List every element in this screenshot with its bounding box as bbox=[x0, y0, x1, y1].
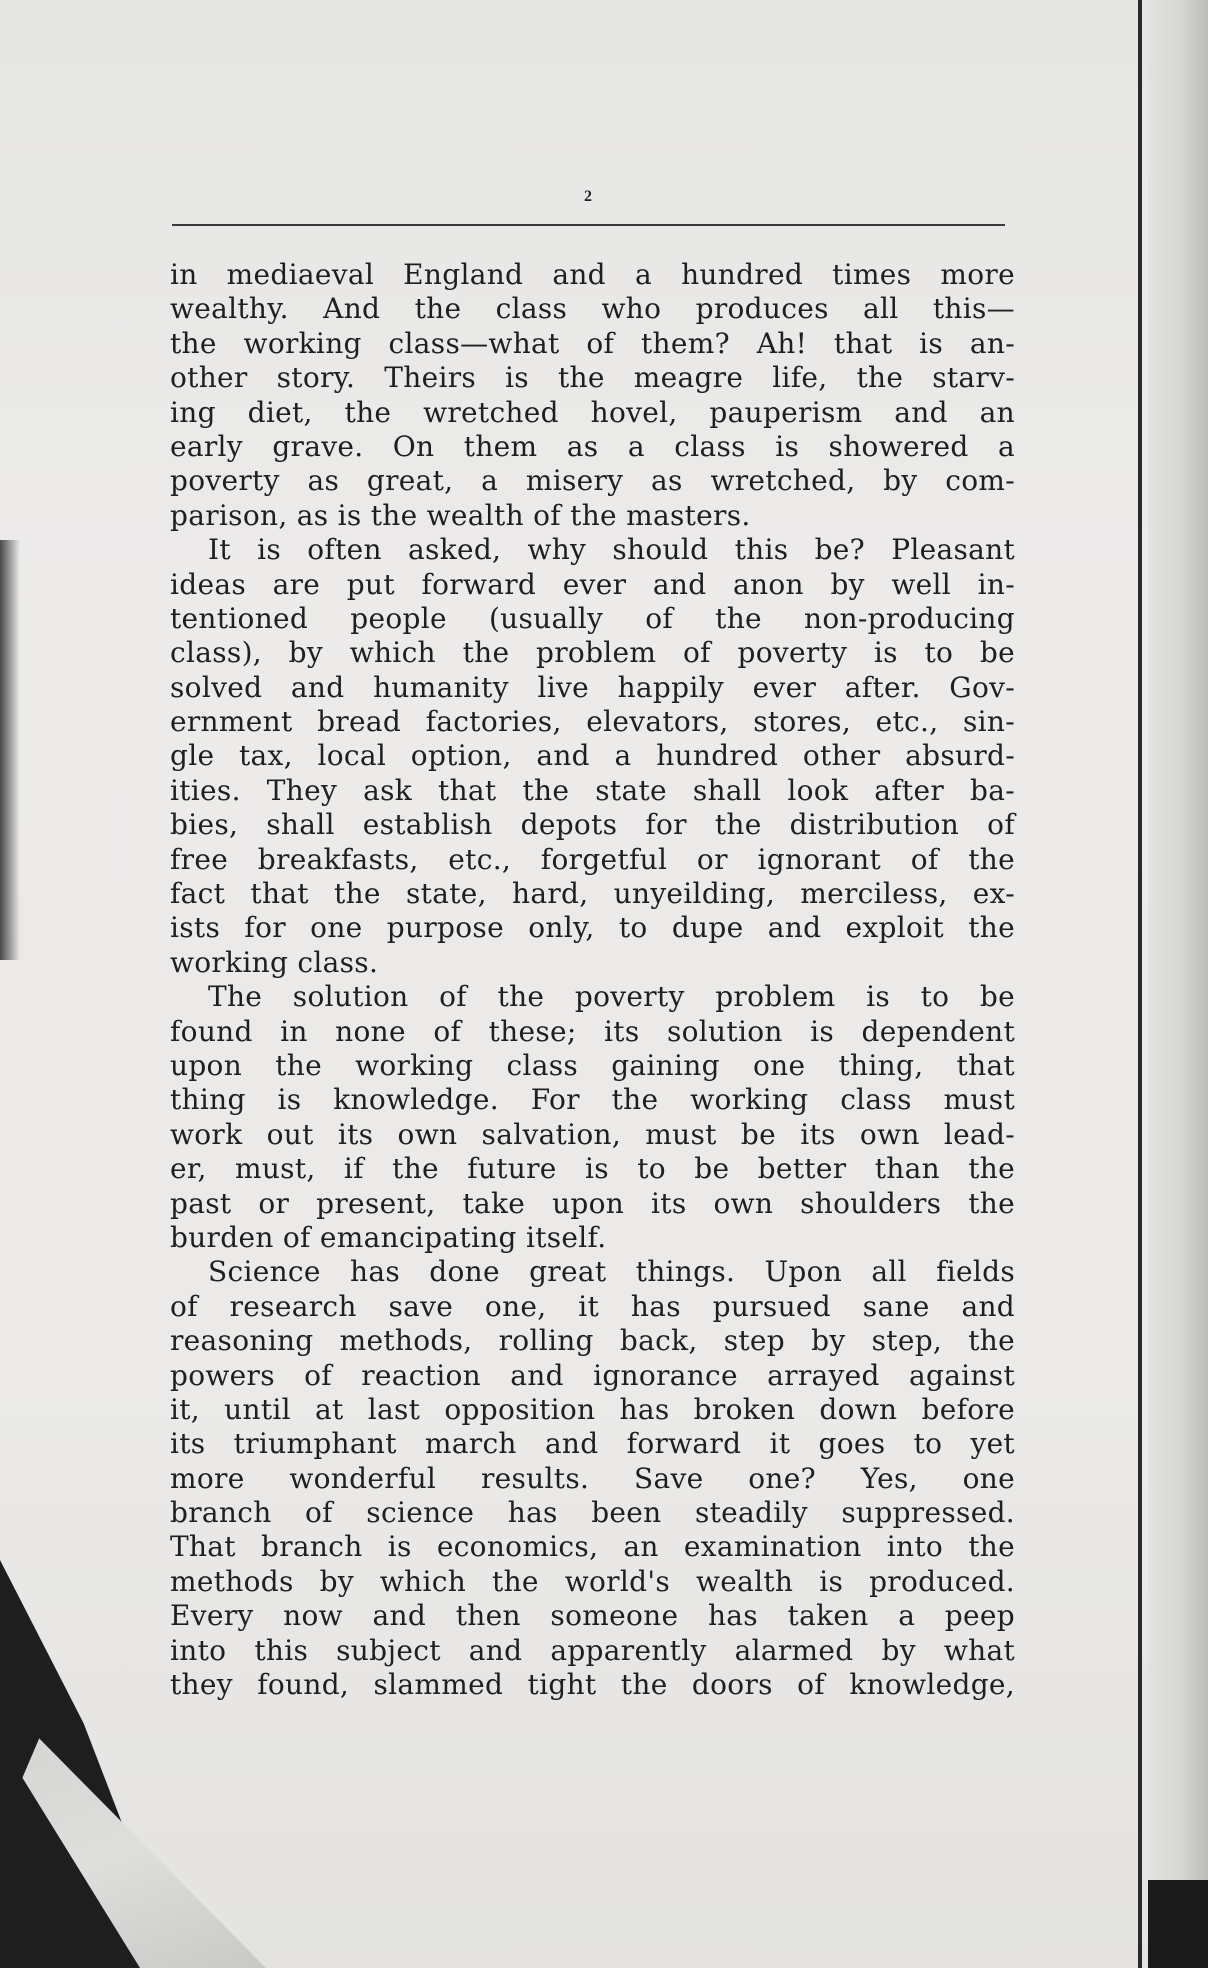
text-line: into this subject and apparently alarmed by what bbox=[170, 1633, 1015, 1667]
left-shadow bbox=[0, 540, 20, 960]
text-line: reasoning methods, rolling back, step by step, the bbox=[170, 1324, 1015, 1358]
text-line: That branch is economics, an examination into the bbox=[170, 1530, 1015, 1564]
text-line: ists for one purpose only, to dupe and exploit the bbox=[170, 911, 1015, 945]
text-line: ernment bread factories, elevators, stores, etc., sin- bbox=[170, 705, 1015, 739]
text-line: powers of reaction and ignorance arrayed against bbox=[170, 1358, 1015, 1392]
text-line: er, must, if the future is to be better than the bbox=[170, 1152, 1015, 1186]
text-line: class), by which the problem of poverty is to be bbox=[170, 636, 1015, 670]
text-line: the working class—what of them? Ah! that is an- bbox=[170, 326, 1015, 360]
text-line: burden of emancipating itself. bbox=[170, 1220, 607, 1254]
text-line: wealthy. And the class who produces all this— bbox=[170, 292, 1015, 326]
text-line: bies, shall establish depots for the distribution of bbox=[170, 808, 1015, 842]
text-line: they found, slammed tight the doors of knowledge, bbox=[170, 1668, 1015, 1702]
text-line: branch of science has been steadily suppressed. bbox=[170, 1496, 1015, 1530]
text-line: upon the working class gaining one thing, that bbox=[170, 1048, 1015, 1082]
text-line: found in none of these; its solution is dependent bbox=[170, 1014, 1015, 1048]
text-line: poverty as great, a misery as wretched, by com- bbox=[170, 464, 1015, 498]
text-line: in mediaeval England and a hundred times more bbox=[170, 258, 1015, 291]
text-line: methods by which the world's wealth is produced. bbox=[170, 1564, 1015, 1598]
text-line: early grave. On them as a class is showered a bbox=[170, 429, 1015, 463]
page-number: 2 bbox=[584, 188, 592, 205]
text-line: The solution of the poverty problem is to be bbox=[208, 980, 1015, 1014]
text-line: It is often asked, why should this be? Pleasant bbox=[208, 533, 1015, 567]
text-line: parison, as is the wealth of the masters. bbox=[170, 498, 751, 532]
text-line: ities. They ask that the state shall look after ba- bbox=[170, 773, 1015, 807]
text-line: past or present, take upon its own shoulders the bbox=[170, 1186, 1015, 1220]
header-rule bbox=[172, 224, 1005, 226]
text-line: tentioned people (usually of the non-producing bbox=[170, 601, 1015, 635]
text-line: working class. bbox=[170, 945, 379, 979]
text-line: Every now and then someone has taken a peep bbox=[170, 1599, 1015, 1633]
text-line: ing diet, the wretched hovel, pauperism and an bbox=[170, 395, 1015, 429]
bottom-shadow bbox=[1148, 1880, 1208, 1968]
text-line: other story. Theirs is the meagre life, the starv- bbox=[170, 361, 1015, 395]
text-line: solved and humanity live happily ever after. Gov- bbox=[170, 670, 1015, 704]
text-line: fact that the state, hard, unyeilding, merciless, ex- bbox=[170, 877, 1015, 911]
text-line: free breakfasts, etc., forgetful or ignorant of the bbox=[170, 842, 1015, 876]
text-line: its triumphant march and forward it goes to yet bbox=[170, 1427, 1015, 1461]
text-line: thing is knowledge. For the working class must bbox=[170, 1083, 1015, 1117]
text-line: ideas are put forward ever and anon by well in- bbox=[170, 567, 1015, 601]
text-line: work out its own salvation, must be its own lead- bbox=[170, 1117, 1015, 1151]
text-line: it, until at last opposition has broken down before bbox=[170, 1392, 1015, 1426]
text-line: of research save one, it has pursued sane and bbox=[170, 1289, 1015, 1323]
page-edge-line bbox=[1138, 0, 1142, 1968]
body-text bbox=[170, 258, 1015, 1702]
text-line: Science has done great things. Upon all fields bbox=[208, 1255, 1015, 1289]
text-line: more wonderful results. Save one? Yes, one bbox=[170, 1461, 1015, 1495]
text-line: gle tax, local option, and a hundred other absurd- bbox=[170, 739, 1015, 773]
